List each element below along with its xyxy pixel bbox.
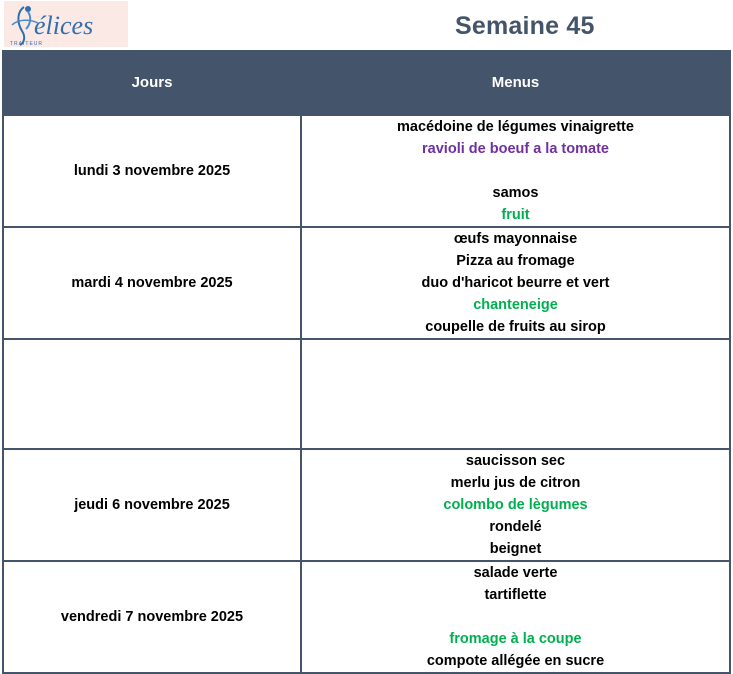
menu-item: beignet xyxy=(489,540,542,557)
menu-item: chanteneige xyxy=(473,297,558,313)
day-cell: vendredi 7 novembre 2025 xyxy=(3,561,301,673)
table-header-row xyxy=(3,50,730,115)
menu-item: fromage à la coupe xyxy=(449,630,582,647)
day-cell: mardi 4 novembre 2025 xyxy=(3,227,301,339)
menu-item xyxy=(302,160,729,182)
svg-text:TRAITEUR: TRAITEUR xyxy=(10,41,43,47)
column-header-menus: Menus xyxy=(301,50,730,115)
menu-item xyxy=(302,606,729,628)
day-cell: jeudi 6 novembre 2025 xyxy=(3,449,301,561)
menu-item: saucisson sec xyxy=(465,452,566,469)
menu-item: macédoine de légumes vinaigrette xyxy=(397,119,634,135)
menu-item: rondelé xyxy=(489,518,542,535)
menu-cell xyxy=(301,561,730,673)
menu-cell xyxy=(301,339,730,449)
menu-item: coupelle de fruits au sirop xyxy=(425,319,606,335)
menu-item: compote allégée en sucre xyxy=(426,652,605,669)
delices-logo-graphic xyxy=(4,1,128,47)
menu-item: salade verte xyxy=(473,564,558,581)
column-header-days: Jours xyxy=(3,50,301,115)
table-row xyxy=(3,561,730,673)
menu-item: duo d'haricot beurre et vert xyxy=(421,275,610,291)
week-title: Semaine 45 xyxy=(455,12,595,40)
table-row xyxy=(3,227,730,339)
table-row xyxy=(3,115,730,227)
table-row xyxy=(3,339,730,449)
menu-item: colombo de lègumes xyxy=(443,496,588,513)
menu-cell xyxy=(301,449,730,561)
menu-cell xyxy=(301,227,730,339)
day-cell xyxy=(3,339,301,449)
weekly-menu-table xyxy=(2,50,731,674)
menu-item: Pizza au fromage xyxy=(456,253,575,269)
day-cell: lundi 3 novembre 2025 xyxy=(3,115,301,227)
menu-item: merlu jus de citron xyxy=(450,474,581,491)
svg-text:élices: élices xyxy=(34,11,94,40)
menu-item: fruit xyxy=(501,207,530,223)
table-row xyxy=(3,449,730,561)
menu-item: tartiflette xyxy=(484,586,547,603)
menu-item: ravioli de boeuf a la tomate xyxy=(422,141,609,157)
menu-item: samos xyxy=(492,185,539,201)
menu-cell xyxy=(301,115,730,227)
brand-logo xyxy=(4,1,128,47)
menu-item: œufs mayonnaise xyxy=(453,231,578,247)
